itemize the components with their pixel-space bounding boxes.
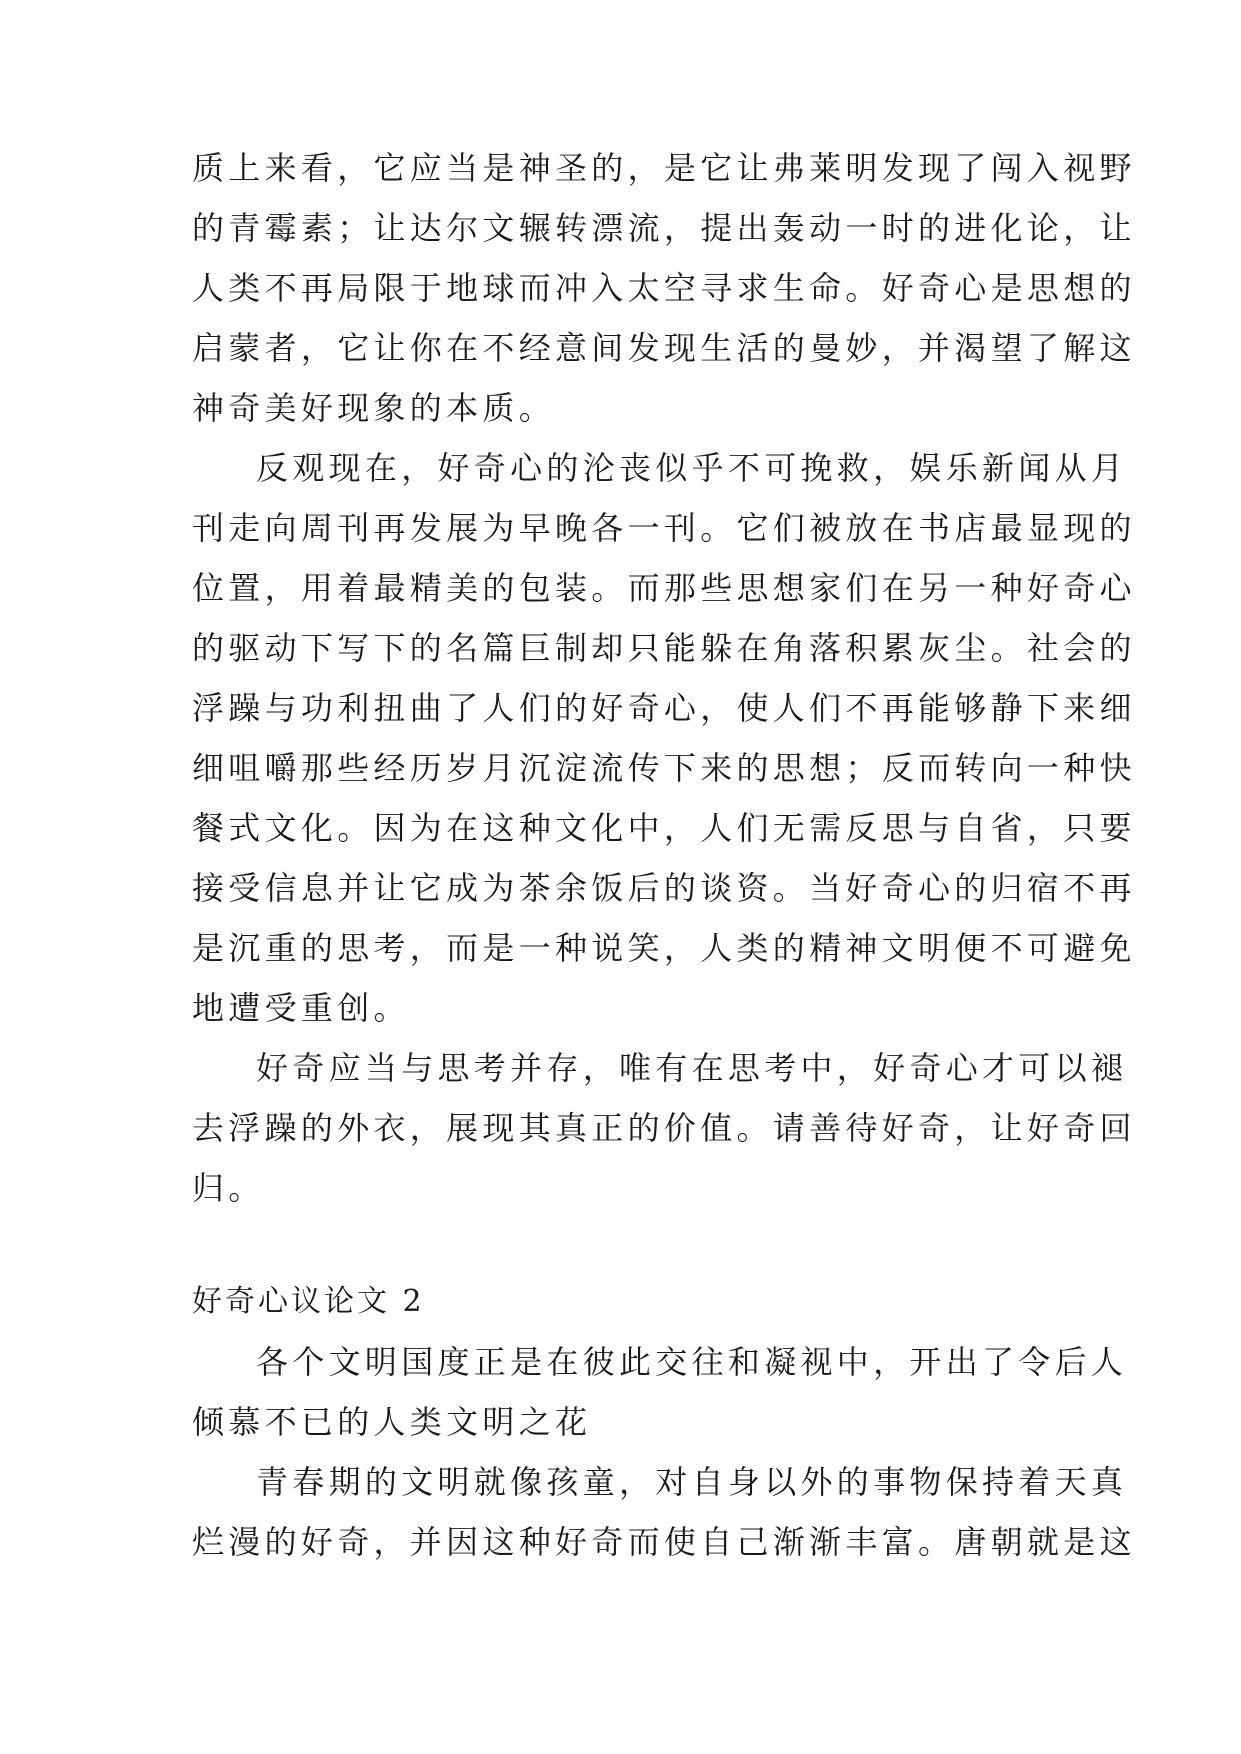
paragraph-line: 烂漫的好奇，并因这种好奇而使自己渐渐丰富。唐朝就是这 bbox=[192, 1523, 1136, 1561]
paragraph-line: 倾慕不已的人类文明之花 bbox=[192, 1403, 592, 1441]
paragraph-line: 细咀嚼那些经历岁月沉淀流传下来的思想；反而转向一种快 bbox=[192, 749, 1136, 787]
section-heading: 好奇心议论文 2 bbox=[192, 1284, 425, 1319]
paragraph-line: 餐式文化。因为在这种文化中，人们无需反思与自省，只要 bbox=[192, 809, 1136, 847]
paragraph-line: 启蒙者，它让你在不经意间发现生活的曼妙，并渴望了解这 bbox=[192, 329, 1136, 367]
paragraph-line: 是沉重的思考，而是一种说笑，人类的精神文明便不可避免 bbox=[192, 929, 1136, 967]
paragraph-line: 反观现在，好奇心的沦丧似乎不可挽救，娱乐新闻从月 bbox=[256, 449, 1128, 487]
paragraph-line: 质上来看，它应当是神圣的，是它让弗莱明发现了闯入视野 bbox=[192, 149, 1136, 187]
paragraph-line: 浮躁与功利扭曲了人们的好奇心，使人们不再能够静下来细 bbox=[192, 689, 1136, 727]
paragraph-line: 归。 bbox=[192, 1169, 265, 1207]
paragraph-line: 的青霉素；让达尔文辗转漂流，提出轰动一时的进化论，让 bbox=[192, 209, 1136, 247]
paragraph-line: 刊走向周刊再发展为早晚各一刊。它们被放在书店最显现的 bbox=[192, 509, 1136, 547]
paragraph-line: 神奇美好现象的本质。 bbox=[192, 389, 556, 427]
paragraph-line: 去浮躁的外衣，展现其真正的价值。请善待好奇，让好奇回 bbox=[192, 1109, 1136, 1147]
paragraph-line: 青春期的文明就像孩童，对自身以外的事物保持着天真 bbox=[256, 1463, 1128, 1501]
paragraph-line: 接受信息并让它成为茶余饭后的谈资。当好奇心的归宿不再 bbox=[192, 869, 1136, 907]
paragraph-line: 地遭受重创。 bbox=[192, 989, 410, 1027]
paragraph-line: 好奇应当与思考并存，唯有在思考中，好奇心才可以褪 bbox=[256, 1049, 1128, 1087]
paragraph-line: 位置，用着最精美的包装。而那些思想家们在另一种好奇心 bbox=[192, 569, 1136, 607]
paragraph-line: 的驱动下写下的名篇巨制却只能躲在角落积累灰尘。社会的 bbox=[192, 629, 1136, 667]
paragraph-line: 各个文明国度正是在彼此交往和凝视中，开出了令后人 bbox=[256, 1343, 1128, 1381]
paragraph-line: 人类不再局限于地球而冲入太空寻求生命。好奇心是思想的 bbox=[192, 269, 1136, 307]
